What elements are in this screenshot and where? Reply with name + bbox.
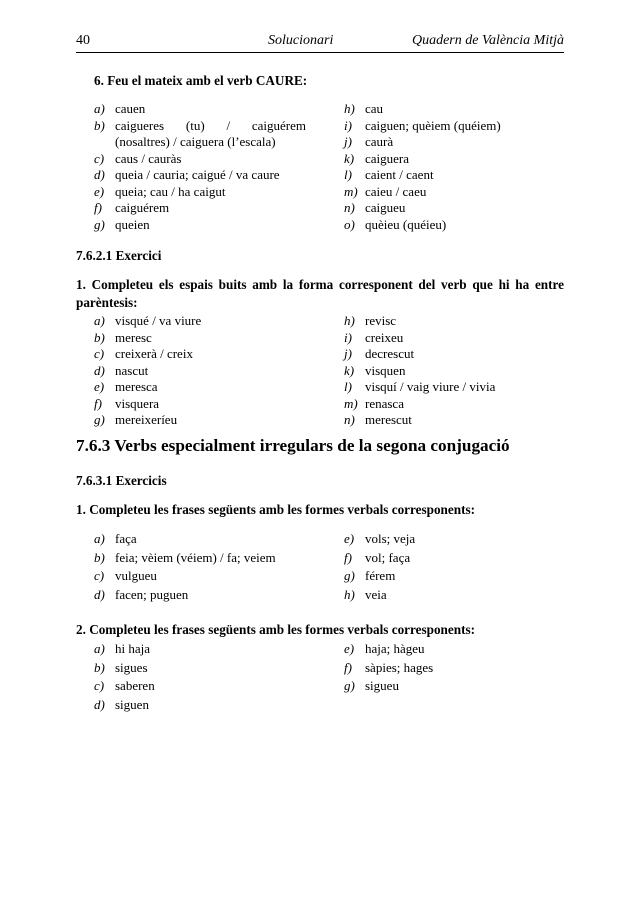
exercise-1-answers-left <box>94 530 306 604</box>
answer-label: m) <box>344 395 358 411</box>
answer-label: c) <box>94 568 105 583</box>
answer-text: visquen <box>365 362 406 378</box>
answer-text: caiguérem <box>115 200 170 215</box>
answer-item <box>94 677 306 696</box>
answer-text: renasca <box>365 395 404 411</box>
answer-item <box>344 677 564 696</box>
answer-text: vulgueu <box>115 568 157 583</box>
answer-text: visqué / va viure <box>115 313 202 328</box>
answer-label: c) <box>94 678 105 693</box>
answer-item <box>344 217 564 234</box>
answer-label: j) <box>344 134 352 149</box>
answer-text: visquera <box>115 395 160 411</box>
answer-label: a) <box>94 531 105 546</box>
answer-item <box>344 567 564 586</box>
answer-item <box>344 200 564 217</box>
answer-label: h) <box>344 101 355 116</box>
exercise-2-answers-right <box>344 640 564 696</box>
answer-text: creixeu <box>365 329 404 345</box>
answer-item <box>94 530 306 549</box>
answer-label: c) <box>94 346 105 361</box>
exercise-2-answers-left <box>94 640 306 714</box>
answer-text: vols; veja <box>365 531 416 546</box>
answer-item <box>344 363 564 380</box>
answer-text: queia; cau / ha caigut <box>115 183 226 199</box>
answer-label: n) <box>344 412 355 427</box>
answer-label: f) <box>94 395 102 411</box>
page-number: 40 <box>76 33 90 48</box>
answer-label: g) <box>94 216 105 232</box>
section-7-6-2-1-heading: 7.6.2.1 Exercici <box>76 248 162 263</box>
answer-text: saberen <box>115 678 155 693</box>
answer-item <box>344 330 564 347</box>
answer-label: d) <box>94 167 105 182</box>
answer-text: creixerà / creix <box>115 346 193 361</box>
answer-text: caurà <box>365 134 394 149</box>
answer-text: decrescut <box>365 346 415 361</box>
answer-text: caus / cauràs <box>115 150 182 166</box>
section-7-6-2-1-answers-right <box>344 313 564 429</box>
answer-item <box>94 200 306 217</box>
answer-text: caieu / caeu <box>365 183 427 199</box>
answer-text: vol; faça <box>365 549 411 565</box>
answer-item <box>344 530 564 549</box>
exercise-1-answers-right <box>344 530 564 604</box>
answer-label: h) <box>344 586 355 602</box>
section-7-6-2-1-instruction: 1. Completeu els espais buits amb la forma corresponent del verb que hi ha entre parèntesis: <box>76 277 564 310</box>
answer-label: f) <box>94 200 102 215</box>
answer-label: l) <box>344 167 352 182</box>
answer-text: cauen <box>115 101 146 116</box>
answer-item <box>344 412 564 429</box>
answer-label: e) <box>344 531 355 546</box>
answer-item <box>94 217 306 234</box>
answer-item <box>94 151 306 168</box>
answer-item <box>94 118 306 151</box>
answer-label: d) <box>94 696 105 712</box>
answer-item <box>94 659 306 678</box>
exercise-6-answers-right <box>344 101 564 233</box>
answer-item <box>94 696 306 715</box>
answer-text: meresc <box>115 329 152 345</box>
answer-text: feia; vèiem (véiem) / fa; veiem <box>115 549 276 565</box>
answer-text: caiguen; quèiem (quéiem) <box>365 117 501 133</box>
answer-label: k) <box>344 150 355 166</box>
answer-text: sàpies; hages <box>365 659 434 675</box>
answer-label: f) <box>344 549 352 565</box>
answer-label: a) <box>94 101 105 116</box>
answer-text: quèieu (quéieu) <box>365 216 447 232</box>
answer-text: meresca <box>115 379 158 394</box>
exercise-2-instruction: 2. Completeu les frases següents amb les formes verbals corresponents: <box>76 622 475 637</box>
answer-text: sigueu <box>365 678 399 693</box>
answer-label: j) <box>344 346 352 361</box>
answer-label: d) <box>94 586 105 602</box>
answer-item <box>94 396 306 413</box>
answer-item <box>94 313 306 330</box>
answer-label: b) <box>94 659 105 675</box>
answer-item <box>94 567 306 586</box>
answer-item <box>344 184 564 201</box>
answer-label: b) <box>94 329 105 345</box>
answer-text: férem <box>365 568 396 583</box>
answer-item <box>94 549 306 568</box>
answer-item <box>94 330 306 347</box>
exercise-6-answers-left <box>94 101 306 233</box>
answer-text: queia / cauria; caigué / va caure <box>115 167 280 182</box>
header-center-title: Solucionari <box>268 33 334 48</box>
answer-text: sigues <box>115 659 148 675</box>
answer-label: n) <box>344 200 355 215</box>
answer-item <box>94 412 306 429</box>
answer-label: g) <box>94 412 105 427</box>
answer-text: hi haja <box>115 641 151 656</box>
answer-text: caient / caent <box>365 167 434 182</box>
answer-text: queien <box>115 216 150 232</box>
answer-item <box>344 118 564 135</box>
answer-text: nascut <box>115 362 149 378</box>
answer-text: revisc <box>365 313 397 328</box>
answer-text: caigueu <box>365 200 406 215</box>
answer-item <box>344 659 564 678</box>
answer-label: b) <box>94 549 105 565</box>
answer-item <box>344 313 564 330</box>
answer-text: cau <box>365 101 384 116</box>
answer-label: g) <box>344 568 355 583</box>
answer-label: m) <box>344 183 358 199</box>
answer-label: a) <box>94 641 105 656</box>
answer-label: l) <box>344 379 352 394</box>
answer-text: veia <box>365 586 387 602</box>
answer-item <box>344 151 564 168</box>
answer-item <box>94 379 306 396</box>
answer-label: c) <box>94 150 105 166</box>
answer-item <box>344 396 564 413</box>
answer-label: a) <box>94 313 105 328</box>
answer-text: (nosaltres) / caiguera (l’escala) <box>115 134 276 149</box>
answer-item <box>344 640 564 659</box>
section-7-6-3-1-heading: 7.6.3.1 Exercicis <box>76 473 167 488</box>
answer-label: f) <box>344 659 352 675</box>
answer-item <box>94 363 306 380</box>
answer-label: d) <box>94 362 105 378</box>
answer-item <box>94 346 306 363</box>
page-header <box>76 30 564 53</box>
answer-item <box>94 184 306 201</box>
answer-text: facen; puguen <box>115 586 189 602</box>
answer-label: g) <box>344 678 355 693</box>
answer-label: h) <box>344 313 355 328</box>
exercise-6-title: 6. Feu el mateix amb el verb CAURE: <box>94 73 308 88</box>
answer-label: b) <box>94 117 105 133</box>
answer-text: haja; hàgeu <box>365 641 425 656</box>
answer-text: visquí / vaig viure / vivia <box>365 379 496 394</box>
answer-item <box>94 640 306 659</box>
answer-item <box>344 167 564 184</box>
answer-label: i) <box>344 117 352 133</box>
answer-text: merescut <box>365 412 412 427</box>
section-7-6-3-heading: 7.6.3 Verbs especialment irregulars de la segona conjugació <box>76 436 510 455</box>
answer-item <box>344 586 564 605</box>
answer-label: e) <box>94 183 105 199</box>
answer-label: e) <box>344 641 355 656</box>
answer-label: i) <box>344 329 352 345</box>
answer-text: caigueres (tu) / caiguérem <box>115 117 306 133</box>
answer-text: siguen <box>115 696 149 712</box>
answer-item <box>344 134 564 151</box>
answer-item <box>344 379 564 396</box>
answer-item <box>344 549 564 568</box>
answer-text: caiguera <box>365 150 410 166</box>
answer-item <box>94 167 306 184</box>
header-right-title: Quadern de València Mitjà <box>411 33 564 48</box>
answer-text: mereixeríeu <box>115 412 178 427</box>
answer-item <box>344 101 564 118</box>
exercise-1-instruction: 1. Completeu les frases següents amb les formes verbals corresponents: <box>76 502 475 517</box>
answer-item <box>94 586 306 605</box>
answer-text: faça <box>115 531 137 546</box>
answer-label: o) <box>344 216 355 232</box>
answer-label: e) <box>94 379 105 394</box>
answer-item <box>344 346 564 363</box>
section-7-6-2-1-answers-left <box>94 313 306 429</box>
answer-label: k) <box>344 362 355 378</box>
answer-item <box>94 101 306 118</box>
